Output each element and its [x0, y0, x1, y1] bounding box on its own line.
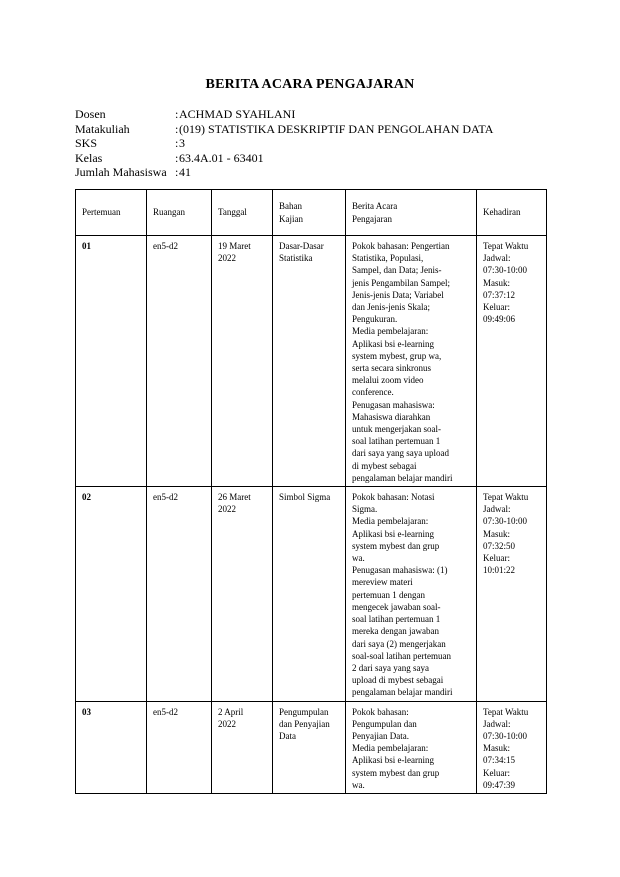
info-value: 63.4A.01 - 63401 [179, 150, 264, 165]
info-row-jumlah-mahasiswa [75, 165, 493, 180]
info-label: Dosen [75, 107, 106, 121]
cell-kehadiran: Tepat Waktu Jadwal: 07:30-10:00 Masuk: 07:32:50 Keluar: 10:01:22 [477, 487, 547, 701]
info-row-dosen [75, 107, 493, 122]
info-label: Kelas [75, 150, 103, 165]
info-value: 41 [179, 165, 191, 179]
info-value: ACHMAD SYAHLANI [179, 107, 296, 121]
table-row [76, 701, 547, 793]
page-title: BERITA ACARA PENGAJARAN [205, 77, 415, 92]
cell-ruangan: en5-d2 [147, 236, 212, 487]
header-kehadiran: Kehadiran [477, 190, 547, 236]
course-info [75, 107, 493, 180]
info-separator: : [175, 165, 179, 179]
cell-tanggal: 2 April 2022 [212, 701, 273, 793]
cell-bahan-kajian: Simbol Sigma [273, 487, 346, 701]
info-separator: : [175, 136, 179, 150]
info-label: Matakuliah [75, 121, 130, 136]
cell-bahan-kajian: Pengumpulan dan Penyajian Data [273, 701, 346, 793]
cell-bahan-kajian: Dasar-Dasar Statistika [273, 236, 346, 487]
header-pertemuan: Pertemuan [76, 190, 147, 236]
header-bahan-kajian: Bahan Kajian [273, 190, 346, 236]
cell-pertemuan: 01 [76, 236, 147, 487]
cell-pertemuan: 02 [76, 487, 147, 701]
cell-kehadiran: Tepat Waktu Jadwal: 07:30-10:00 Masuk: 07:34:15 Keluar: 09:47:39 [477, 701, 547, 793]
info-separator: : [175, 107, 179, 121]
header-berita-acara: Berita Acara Pengajaran [346, 190, 477, 236]
info-value: (019) STATISTIKA DESKRIPTIF DAN PENGOLAHAN DATA [179, 121, 494, 136]
cell-ruangan: en5-d2 [147, 487, 212, 701]
info-row-matakuliah [75, 122, 493, 137]
info-separator: : [175, 150, 179, 165]
table-row [76, 487, 547, 701]
cell-ruangan: en5-d2 [147, 701, 212, 793]
info-separator: : [175, 121, 179, 136]
cell-tanggal: 26 Maret 2022 [212, 487, 273, 701]
header-tanggal: Tanggal [212, 190, 273, 236]
header-ruangan: Ruangan [147, 190, 212, 236]
cell-berita-acara: Pokok bahasan: Notasi Sigma. Media pembelajaran: Aplikasi bsi e-learning system mybest dan grup wa. Penugasan mahasiswa: (1) mereview materi pertemuan 1 dengan mengecek jawaban soal- soal latihan pertemuan 1 mereka dengan jawaban dari saya (2) mengerjakan soal-soal latihan pertemuan 2 dari saya yang saya upload di mybest sebagai pengalaman belajar mandiri [346, 487, 477, 701]
info-label: Jumlah Mahasiswa [75, 165, 167, 179]
table-header-row [76, 190, 547, 236]
info-label: SKS [75, 136, 98, 150]
cell-kehadiran: Tepat Waktu Jadwal: 07:30-10:00 Masuk: 07:37:12 Keluar: 09:49:06 [477, 236, 547, 487]
cell-tanggal: 19 Maret 2022 [212, 236, 273, 487]
info-value: 3 [179, 136, 185, 150]
cell-berita-acara: Pokok bahasan: Pengertian Statistika, Populasi, Sampel, dan Data; Jenis- jenis Pengambilan Sampel; Jenis-jenis Data; Variabel dan Jenis-jenis Skala; Pengukuran. Media pembelajaran: Aplikasi bsi e-learning system mybest, grup wa, serta secara sinkronus melalui zoom video conference. Penugasan mahasiswa: Mahasiswa diarahkan untuk mengerjakan soal- soal latihan pertemuan 1 dari saya yang saya upload di mybest sebagai pengalaman belajar mandiri [346, 236, 477, 487]
info-row-sks [75, 136, 493, 151]
table-row [76, 236, 547, 487]
cell-berita-acara: Pokok bahasan: Pengumpulan dan Penyajian Data. Media pembelajaran: Aplikasi bsi e-learning system mybest dan grup wa. [346, 701, 477, 793]
cell-pertemuan: 03 [76, 701, 147, 793]
teaching-record-table [75, 189, 547, 794]
info-row-kelas [75, 151, 493, 166]
